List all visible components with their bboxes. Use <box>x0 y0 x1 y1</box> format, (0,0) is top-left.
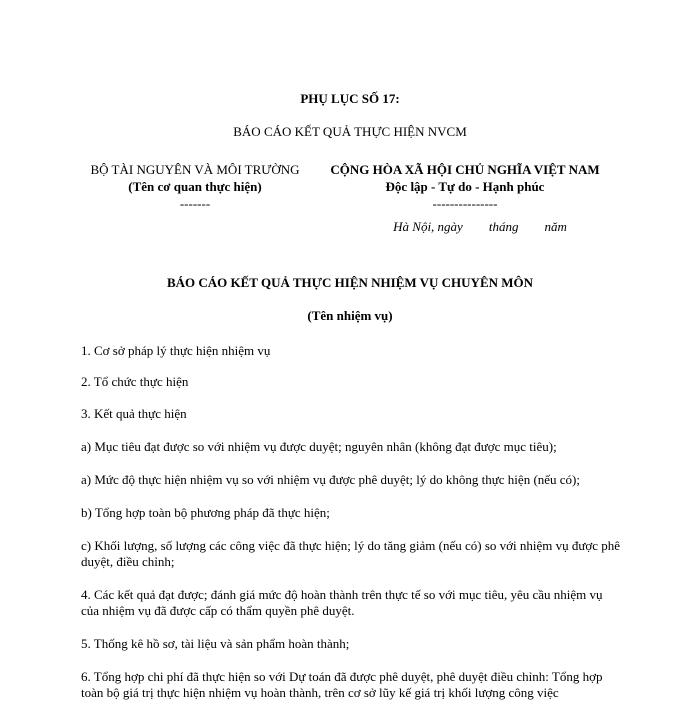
list-item: 5. Thống kê hồ sơ, tài liệu và sản phẩm hoàn thành; <box>81 636 350 651</box>
header-date-line <box>330 219 630 235</box>
list-item: c) Khối lượng, số lượng các công việc đã thực hiện; lý do tăng giảm (nếu có) so với nhiệm vụ được phê duyệt, điều chỉnh; <box>81 538 621 569</box>
list-item: 6. Tổng hợp chi phí đã thực hiện so với Dự toán đã được phê duyệt, phê duyệt điều chỉnh: Tổng hợp toàn bộ giá trị thực hiện nhiệm vụ hoàn thành, trên cơ sở lũy kế giá trị khối lượng công việc <box>81 669 603 700</box>
appendix-subtitle: BÁO CÁO KẾT QUẢ THỰC HIỆN NVCM <box>233 124 467 139</box>
header-left-unit: (Tên cơ quan thực hiện) <box>128 179 262 194</box>
report-task-name: (Tên nhiệm vụ) <box>307 308 393 323</box>
appendix-title: PHỤ LỤC SỐ 17: <box>300 91 400 106</box>
header-right-divider: --------------- <box>432 196 498 211</box>
date-place: Hà Nội, ngày <box>393 219 463 234</box>
list-item: a) Mức độ thực hiện nhiệm vụ so với nhiệm vụ được phê duyệt; lý do không thực hiện (nếu có); <box>81 472 581 487</box>
header-left-org: BỘ TÀI NGUYÊN VÀ MÔI TRƯỜNG <box>90 162 300 177</box>
list-item: 4. Các kết quả đạt được; đánh giá mức độ hoàn thành trên thực tế so với mục tiêu, yêu cầu nhiệm vụ của nhiệm vụ đã được cấp có thẩm quyền phê duyệt. <box>81 587 603 618</box>
header-left-divider: ------- <box>179 196 211 211</box>
date-month: tháng <box>488 219 519 234</box>
list-item: 1. Cơ sở pháp lý thực hiện nhiệm vụ <box>81 343 271 358</box>
date-year: năm <box>544 219 567 234</box>
list-item: a) Mục tiêu đạt được so với nhiệm vụ được duyệt; nguyên nhân (không đạt được mục tiêu); <box>81 439 557 454</box>
report-title: BÁO CÁO KẾT QUẢ THỰC HIỆN NHIỆM VỤ CHUYÊN MÔN <box>166 275 534 290</box>
list-item: b) Tổng hợp toàn bộ phương pháp đã thực hiện; <box>81 505 330 520</box>
header-right-republic: CỘNG HÒA XÃ HỘI CHỦ NGHĨA VIỆT NAM <box>330 162 600 177</box>
header-right-motto: Độc lập - Tự do - Hạnh phúc <box>385 179 545 194</box>
list-item: 2. Tổ chức thực hiện <box>81 374 189 389</box>
list-item: 3. Kết quả thực hiện <box>81 406 187 421</box>
